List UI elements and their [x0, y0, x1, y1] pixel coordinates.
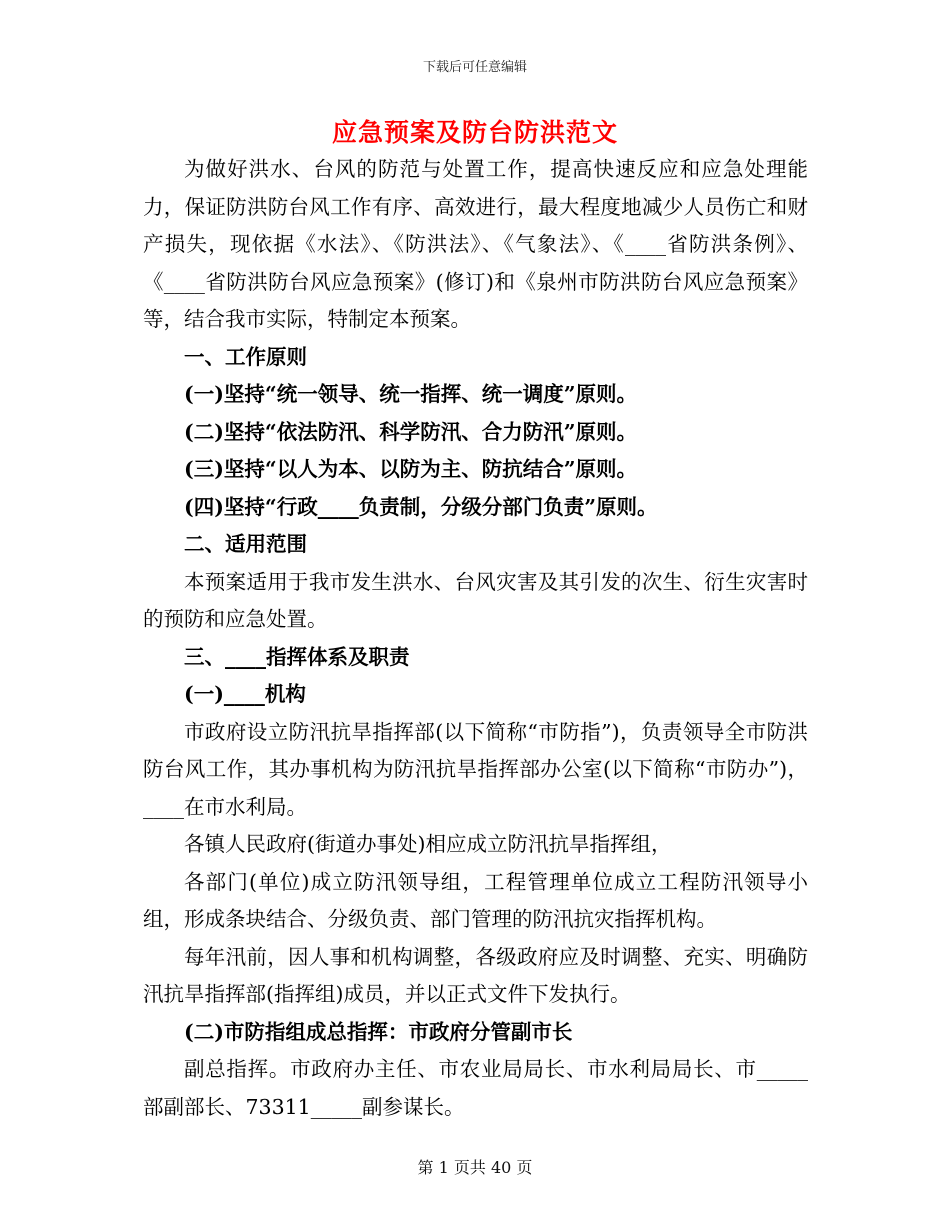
- principle-item-4: (四)坚持“行政____负责制，分级分部门负责”原则。: [184, 494, 658, 519]
- document-title: 应急预案及防台防洪范文: [331, 118, 618, 147]
- document-body: [143, 151, 808, 1126]
- deputy-commanders-paragraph: 副总指挥。市政府办主任、市农业局局长、市水利局局长、市_____部副部长、73311_____副参谋长。: [143, 1057, 808, 1119]
- principle-item-2: (二)坚持“依法防汛、科学防汛、合力防汛”原则。: [184, 419, 637, 444]
- header-note: 下载后可任意编辑: [422, 60, 527, 75]
- subsection-heading-composition: (二)市防指组成总指挥：市政府分管副市长: [184, 1019, 573, 1044]
- intro-paragraph: 为做好洪水、台风的防范与处置工作，提高快速反应和应急处理能力，保证防洪防台风工作有序、高效进行，最大程度地减少人员伤亡和财产损失，现依据《水法》、《防洪法》、《气象法》、《____省防洪条例》、《____省防洪防台风应急预案》(修订)和《泉州市防洪防台风应急预案》等，结合我市实际，特制定本预案。: [143, 157, 808, 331]
- subsection-heading-agency: (一)____机构: [184, 682, 306, 706]
- section-heading-principles: 一、工作原则: [184, 344, 307, 369]
- agency-paragraph: 市政府设立防汛抗旱指挥部(以下简称“市防指”)，负责领导全市防洪防台风工作，其办事机构为防汛抗旱指挥部办公室(以下简称“市防办”)，____在市水利局。: [143, 719, 808, 819]
- towns-paragraph: 各镇人民政府(街道办事处)相应成立防汛抗旱指挥组，: [184, 832, 672, 856]
- scope-paragraph: 本预案适用于我市发生洪水、台风灾害及其引发的次生、衍生灾害时的预防和应急处置。: [143, 569, 808, 631]
- principle-item-3: (三)坚持“以人为本、以防为主、防抗结合”原则。: [184, 457, 637, 481]
- principle-item-1: (一)坚持“统一领导、统一指挥、统一调度”原则。: [184, 382, 637, 406]
- departments-paragraph: 各部门(单位)成立防汛领导组，工程管理单位成立工程防汛领导小组，形成条块结合、分级负责、部门管理的防汛抗灾指挥机构。: [143, 869, 808, 931]
- section-heading-scope: 二、适用范围: [184, 532, 307, 556]
- annual-adjustment-paragraph: 每年汛前，因人事和机构调整，各级政府应及时调整、充实、明确防汛抗旱指挥部(指挥组)成员，并以正式文件下发执行。: [143, 944, 808, 1006]
- section-heading-command: 三、____指挥体系及职责: [184, 644, 410, 669]
- page-footer: 第 1 页共 40 页: [417, 1158, 533, 1177]
